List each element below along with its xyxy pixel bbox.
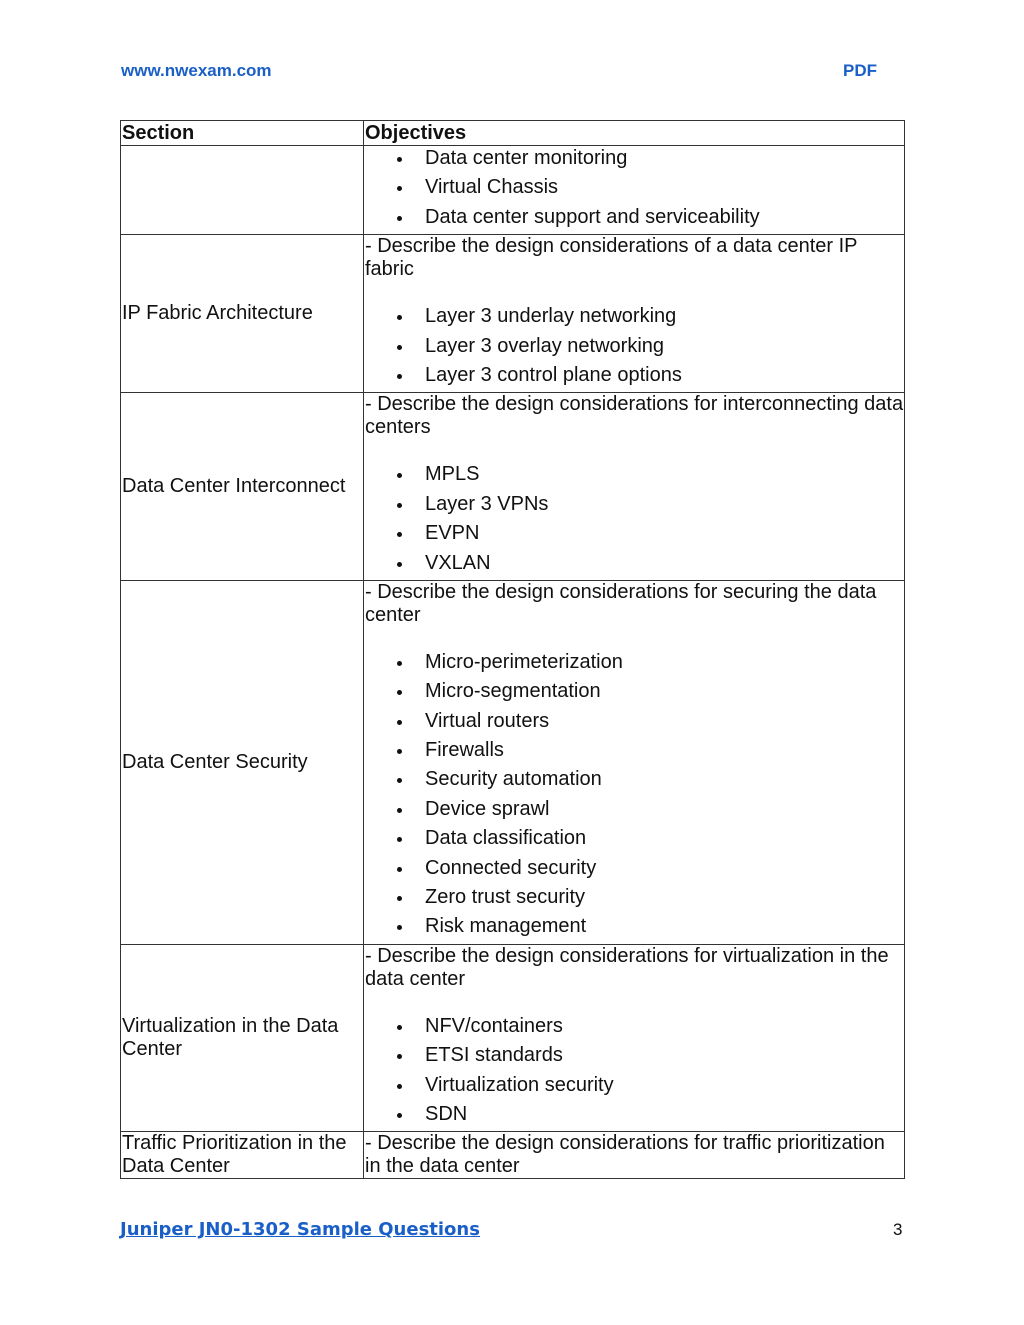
list-item: Layer 3 overlay networking [365, 334, 904, 363]
objective-list [365, 650, 904, 944]
list-item: Firewalls [365, 738, 904, 767]
objectives-header: Objectives [364, 121, 905, 146]
section-cell: Data Center Interconnect [121, 393, 364, 581]
list-item: Micro-perimeterization [365, 650, 904, 679]
list-item: EVPN [365, 521, 904, 550]
list-item: Data center support and serviceability [365, 205, 904, 234]
list-item: Zero trust security [365, 885, 904, 914]
objective-list [365, 304, 904, 392]
table-row [121, 580, 905, 944]
footer-sample-questions-link[interactable]: Juniper JN0-1302 Sample Questions [120, 1219, 480, 1240]
list-item: Micro-segmentation [365, 679, 904, 708]
section-cell: IP Fabric Architecture [121, 235, 364, 393]
objectives-cell [364, 235, 905, 393]
list-item: Data classification [365, 826, 904, 855]
list-item: Layer 3 VPNs [365, 492, 904, 521]
objectives-cell [364, 393, 905, 581]
list-item: NFV/containers [365, 1014, 904, 1043]
objectives-cell [364, 1132, 905, 1179]
list-item: ETSI standards [365, 1043, 904, 1072]
objective-description: - Describe the design considerations of a data center IP fabric [365, 235, 858, 281]
table-row [121, 944, 905, 1132]
table-row [121, 146, 905, 235]
table-row [121, 235, 905, 393]
objective-description: - Describe the design considerations for interconnecting data centers [365, 393, 904, 439]
list-item: Device sprawl [365, 797, 904, 826]
list-item: Layer 3 underlay networking [365, 304, 904, 333]
objectives-cell [364, 580, 905, 944]
objective-description: - Describe the design considerations for traffic prioritization in the data center [365, 1132, 885, 1178]
objective-list [365, 1014, 904, 1132]
list-item: Virtualization security [365, 1073, 904, 1102]
list-item: Layer 3 control plane options [365, 363, 904, 392]
list-item: Connected security [365, 856, 904, 885]
objective-list [365, 462, 904, 580]
list-item: Virtual routers [365, 709, 904, 738]
section-cell: Traffic Prioritization in the Data Center [121, 1132, 364, 1179]
objectives-cell [364, 944, 905, 1132]
objectives-cell [364, 146, 905, 235]
table-body [121, 146, 905, 1179]
list-item: Data center monitoring [365, 146, 904, 175]
table-row [121, 1132, 905, 1179]
site-link[interactable]: www.nwexam.com [121, 61, 272, 80]
section-cell [121, 146, 364, 235]
list-item: Security automation [365, 767, 904, 796]
list-item: Virtual Chassis [365, 175, 904, 204]
objective-description: - Describe the design considerations for securing the data center [365, 580, 877, 626]
list-item: SDN [365, 1102, 904, 1131]
pdf-link[interactable]: PDF [843, 61, 877, 80]
list-item: Risk management [365, 914, 904, 943]
section-cell: Data Center Security [121, 580, 364, 944]
page-number: 3 [893, 1220, 903, 1239]
table-header-row [121, 121, 905, 146]
objective-list [365, 146, 904, 234]
objectives-table [120, 120, 905, 1179]
section-cell: Virtualization in the Data Center [121, 944, 364, 1132]
table-row [121, 393, 905, 581]
list-item: VXLAN [365, 551, 904, 580]
section-header: Section [121, 121, 364, 146]
objective-description: - Describe the design considerations for virtualization in the data center [365, 944, 889, 990]
list-item: MPLS [365, 462, 904, 491]
